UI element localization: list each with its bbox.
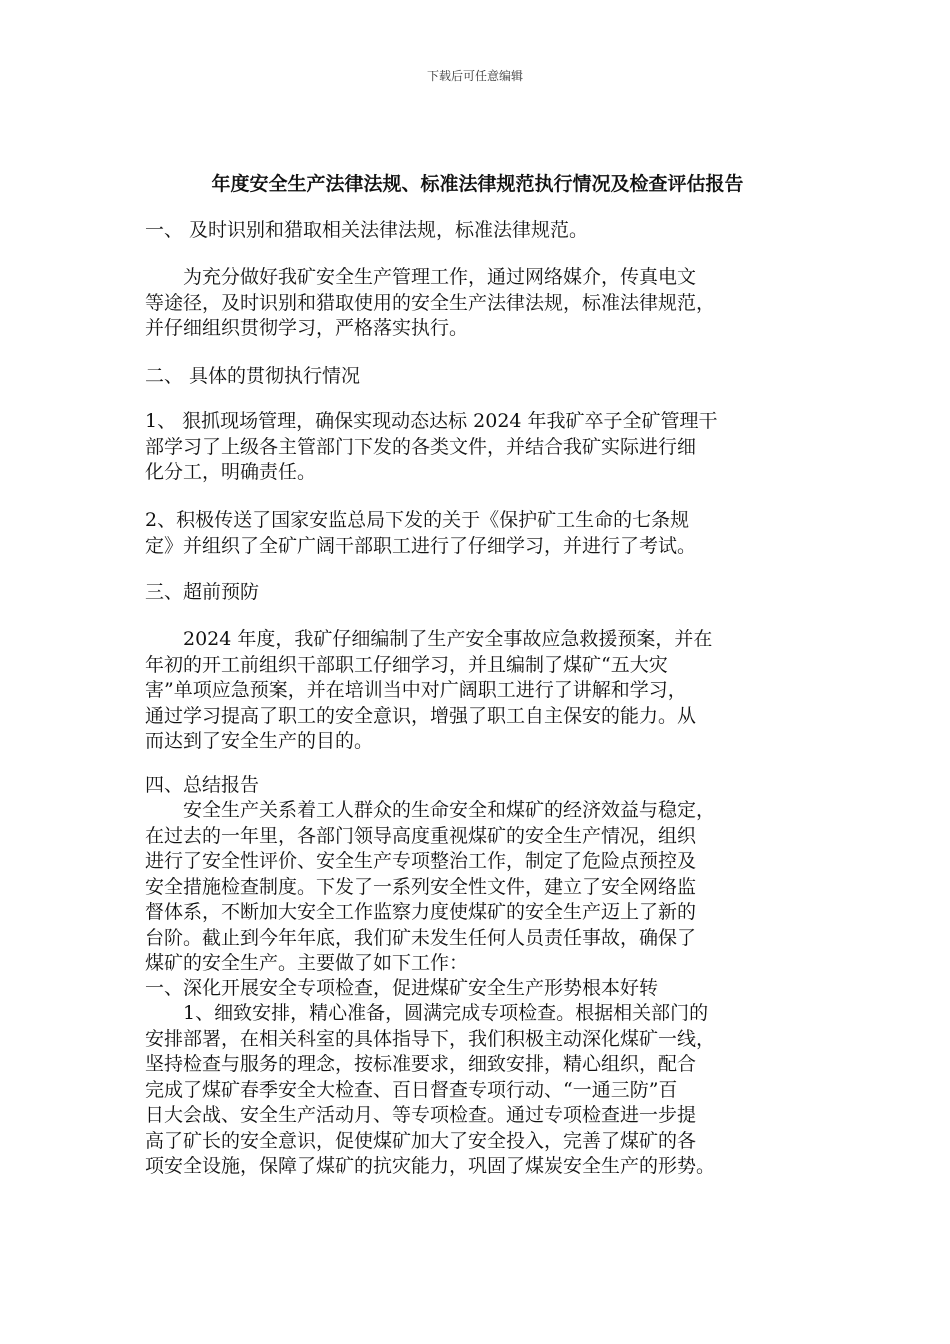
header-note: 下载后可任意编辑 (426, 69, 523, 83)
section-4-heading: 四、总结报告 (145, 774, 260, 796)
section-3-heading: 三、超前预防 (145, 581, 260, 603)
section-4-paragraph-1: 安全生产关系着工人群众的生命安全和煤矿的经济效益与稳定， 在过去的一年里，各部门领导高度重视煤矿的安全生产情况，组织 进行了安全性评价、安全生产专项整治工作，制定了危险点预控及 安全措施检查制度。下发了一系列安全性文件，建立了安全网络监 督体系，不断加大安全工作监察力度使煤矿的安全生产迈上了新的 台阶。截止到今年年底，我们矿未发生任何人员责任事故，确保了 煤矿的安全生产。主要做了如下工作： (145, 799, 716, 974)
section-1-heading: 一、 及时识别和猎取相关法律法规，标准法律规范。 (145, 219, 589, 241)
document-title: 年度安全生产法律法规、标准法律规范执行情况及检查评估报告 (211, 173, 744, 195)
section-2-paragraph-1: 1、 狠抓现场管理，确保实现动态达标 2024 年我矿卒子全矿管理干 部学习了上级各主管部门下发的各类文件，并结合我矿实际进行细 化分工，明确责任。 (145, 410, 718, 483)
section-4-subheading: 一、深化开展安全专项检查，促进煤矿安全生产形势根本好转 (145, 977, 659, 999)
section-1-paragraph: 为充分做好我矿安全生产管理工作，通过网络媒介，传真电文 等途径，及时识别和猎取使用的安全生产法律法规，标准法律规范， 并仔细组织贯彻学习，严格落实执行。 (145, 266, 716, 339)
section-4-paragraph-2: 1、细致安排，精心准备，圆满完成专项检查。根据相关部门的 安排部署，在相关科室的具体指导下，我们积极主动深化煤矿一线， 坚持检查与服务的理念，按标准要求，细致安排，精心组织，配合 完成了煤矿春季安全大检查、百日督查专项行动、“一通三防”百 日大会战、安全生产活动月、等专项检查。通过专项检查进一步提 高了矿长的安全意识，促使煤矿加大了安全投入，完善了煤矿的各 项安全设施，保障了煤矿的抗灾能力，巩固了煤炭安全生产的形势。 (145, 1002, 716, 1177)
section-3-paragraph: 2024 年度，我矿仔细编制了生产安全事故应急救援预案，并在 年初的开工前组织干部职工仔细学习，并且编制了煤矿“五大灾 害”单项应急预案，并在培训当中对广阔职工进行了讲解和学习， 通过学习提高了职工的安全意识，增强了职工自主保安的能力。从 而达到了安全生产的目的。 (145, 628, 713, 752)
section-2-heading: 二、 具体的贯彻执行情况 (145, 365, 361, 387)
section-2-paragraph-2: 2、积极传送了国家安监总局下发的关于《保护矿工生命的七条规 定》并组织了全矿广阔干部职工进行了仔细学习，并进行了考试。 (145, 509, 697, 557)
